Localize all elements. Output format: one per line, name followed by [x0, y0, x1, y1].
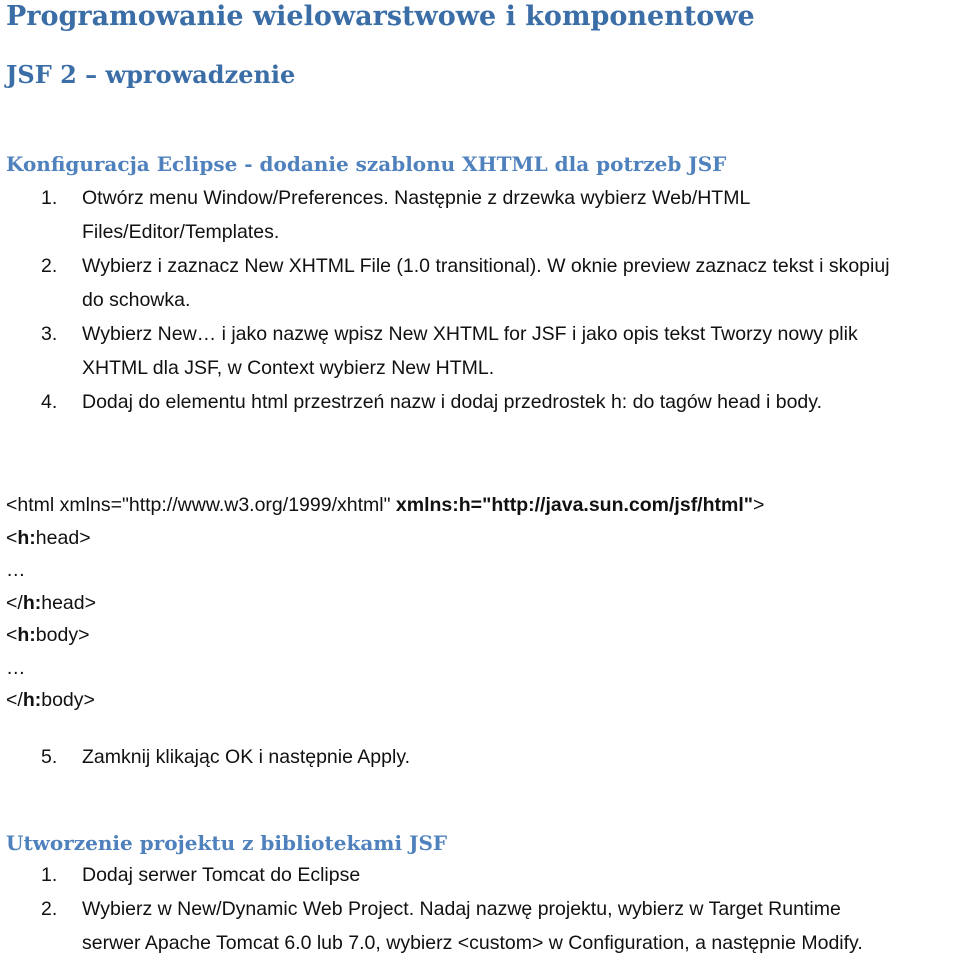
- code-token: body: [35, 624, 79, 646]
- code-line-ellipsis: …: [6, 656, 26, 679]
- code-html-end: >: [753, 494, 765, 516]
- list-item: [0, 249, 960, 317]
- section-heading-eclipse-config: Konfiguracja Eclipse - dodanie szablonu XHTML dla potrzeb JSF: [6, 152, 727, 176]
- code-token: head: [41, 591, 85, 614]
- list-number: 4.: [41, 391, 58, 413]
- code-token: head: [35, 526, 80, 549]
- code-line-html: [6, 489, 764, 522]
- code-token: <: [6, 526, 18, 549]
- code-token: body: [41, 689, 84, 711]
- list-item-text: Dodaj serwer Tomcat do Eclipse: [82, 864, 361, 886]
- section-heading-project-setup: Utworzenie projektu z bibliotekami JSF: [6, 831, 448, 855]
- code-prefix: h:: [22, 591, 42, 614]
- list-item-text: Files/Editor/Templates.: [82, 221, 280, 243]
- list-item: [0, 385, 960, 419]
- eclipse-config-final-step: [0, 740, 960, 774]
- code-token: <: [6, 624, 18, 646]
- list-item: [0, 181, 960, 249]
- list-item-text: Otwórz menu Window/Preferences. Następnie z drzewka wybierz Web/HTML: [82, 187, 751, 209]
- list-item-text: Zamknij klikając OK i następnie Apply.: [82, 746, 411, 768]
- list-number: 2.: [41, 898, 58, 920]
- code-line-head-open: [6, 522, 764, 555]
- code-line-ellipsis: …: [6, 559, 26, 581]
- code-line-body-close: [6, 684, 764, 717]
- document-subtitle: JSF 2 – wprowadzenie: [6, 60, 296, 89]
- list-item-text: do schowka.: [82, 289, 191, 311]
- code-block: [6, 489, 764, 717]
- code-prefix: h:: [17, 526, 36, 549]
- list-item: [0, 740, 960, 774]
- code-token: </: [6, 689, 23, 711]
- list-item-text: Wybierz i zaznacz New XHTML File (1.0 transitional). W oknie preview zaznacz tekst i skopiuj: [82, 255, 890, 277]
- list-item-text: XHTML dla JSF, w Context wybierz New HTML.: [82, 357, 495, 379]
- list-item-text: serwer Apache Tomcat 6.0 lub 7.0, wybierz <custom> w Configuration, a następnie Modify.: [82, 932, 863, 954]
- list-number: 1.: [41, 187, 58, 209]
- eclipse-config-steps: [0, 181, 960, 419]
- list-item-text: Wybierz w New/Dynamic Web Project. Nadaj nazwę projektu, wybierz w Target Runtime: [82, 898, 841, 920]
- code-token: </: [6, 591, 23, 614]
- code-token: >: [78, 624, 90, 646]
- list-item-text: Wybierz New… i jako nazwę wpisz New XHTML for JSF i jako opis tekst Tworzy nowy plik: [82, 323, 858, 345]
- list-item-text: Dodaj do elementu html przestrzeń nazw i dodaj przedrostek h: do tagów head i body.: [82, 391, 822, 413]
- code-html-plain: <html xmlns="http://www.w3.org/1999/xhtml": [6, 494, 396, 516]
- code-token: >: [84, 591, 96, 614]
- list-item: [0, 892, 960, 960]
- code-token: >: [79, 526, 91, 549]
- code-prefix: h:: [22, 689, 42, 711]
- list-number: 5.: [41, 746, 58, 768]
- code-html-ns: xmlns:h="http://java.sun.com/jsf/html": [395, 494, 754, 516]
- list-number: 2.: [41, 255, 58, 277]
- list-number: 1.: [41, 864, 58, 886]
- code-prefix: h:: [17, 624, 36, 646]
- code-line-body-open: [6, 619, 764, 652]
- code-line-head-close: [6, 587, 764, 620]
- project-setup-steps: [0, 858, 960, 960]
- document-title: Programowanie wielowarstwowe i komponentowe: [6, 1, 755, 32]
- list-item: [0, 858, 960, 892]
- code-token: >: [83, 689, 95, 711]
- list-number: 3.: [41, 323, 58, 345]
- list-item: [0, 317, 960, 385]
